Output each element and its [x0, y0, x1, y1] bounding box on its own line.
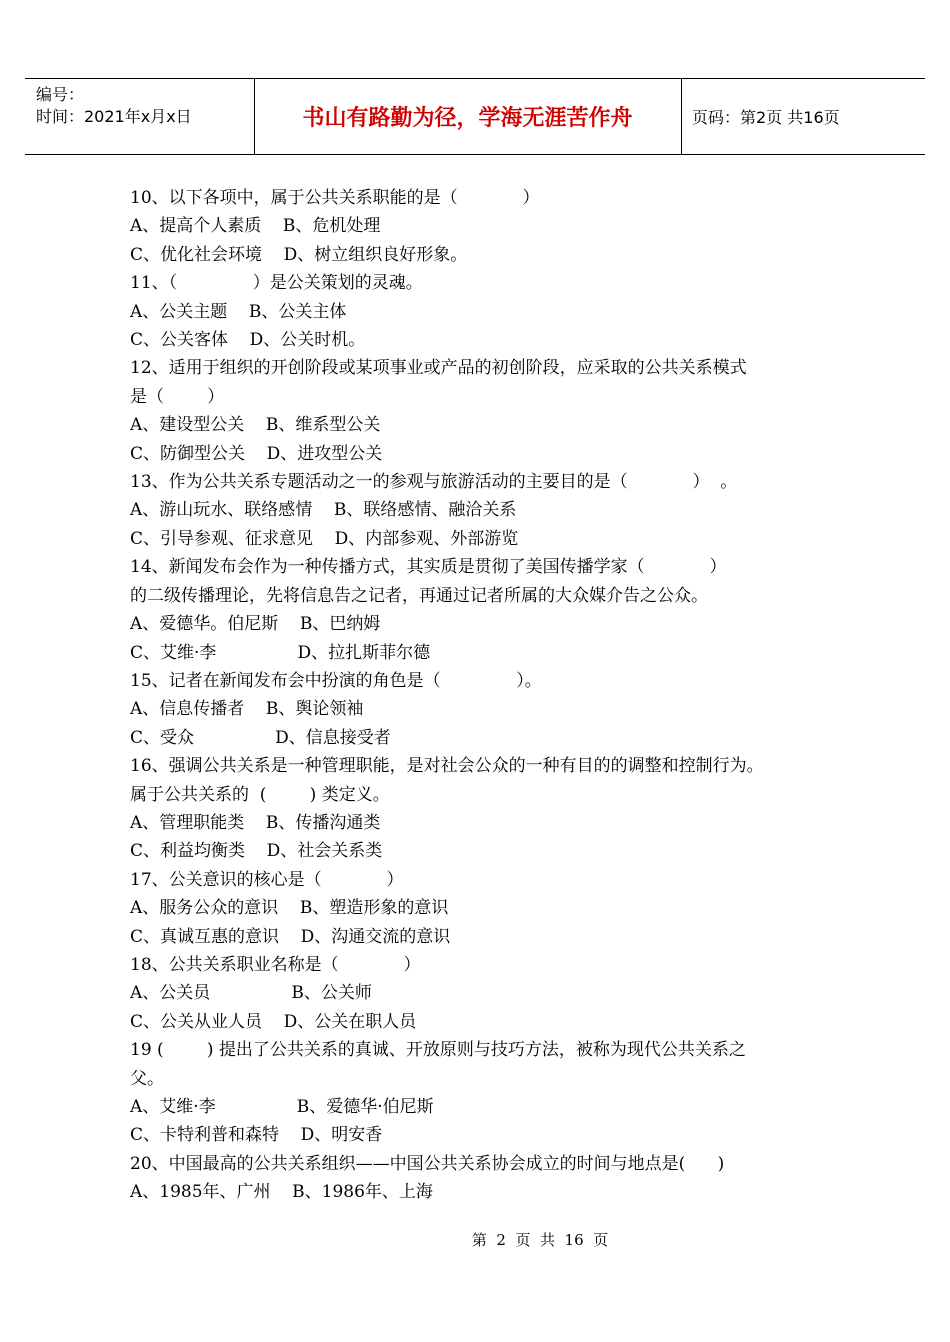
text-line: A、服务公众的意识 B、塑造形象的意识 — [130, 898, 449, 919]
text-line: 10、以下各项中，属于公共关系职能的是（ ） — [130, 188, 540, 208]
text-line: 18、公共关系职业名称是（ ） — [130, 954, 421, 975]
text-line: 是（ ） — [130, 386, 225, 407]
text-line: C、受众 D、信息接受者 — [130, 727, 391, 748]
text-line: 14、新闻发布会作为一种传播方式，其实质是贯彻了美国传播学家（ ） — [130, 557, 727, 578]
header-motto: 书山有路勤为径，学海无涯苦作舟 — [302, 106, 633, 131]
text-line: C、艾维·李 D、拉扎斯菲尔德 — [130, 642, 431, 663]
text-line: C、引导参观、征求意见 D、内部参观、外部游览 — [130, 528, 519, 549]
text-line: A、艾维·李 B、爱德华·伯尼斯 — [130, 1097, 434, 1117]
text-line: 11、（ ）是公关策划的灵魂。 — [130, 273, 423, 294]
text-line: A、公关员 B、公关师 — [130, 983, 372, 1004]
text-line: C、真诚互惠的意识 D、沟通交流的意识 — [130, 926, 451, 947]
text-line: A、1985年、广州 B、1986年、上海 — [130, 1182, 433, 1203]
question-list — [130, 184, 840, 1207]
page-footer: 第 2 页 共 16 页 — [471, 1231, 609, 1249]
text-line: A、公关主题 B、公关主体 — [130, 301, 347, 322]
text-line: 17、公关意识的核心是（ ） — [130, 869, 404, 890]
text-line: 16、强调公共关系是一种管理职能，是对社会公众的一种有目的的调整和控制行为。 — [130, 756, 764, 777]
text-line: C、优化社会环境 D、树立组织良好形象。 — [130, 244, 468, 265]
text-line: 15、记者在新闻发布会中扮演的角色是（ ）。 — [130, 670, 542, 691]
header-meta — [36, 84, 251, 128]
text-line: 13、作为公共关系专题活动之一的参观与旅游活动的主要目的是（ ） 。 — [130, 472, 738, 493]
text-line: 的二级传播理论，先将信息告之记者，再通过记者所属的大众媒介告之公众。 — [130, 585, 708, 606]
text-line: 20、中国最高的公共关系组织——中国公共关系协会成立的时间与地点是( ) — [130, 1153, 725, 1174]
text-line: 12、适用于组织的开创阶段或某项事业或产品的初创阶段，应采取的公共关系模式 — [130, 358, 747, 379]
text-line: C、利益均衡类 D、社会关系类 — [130, 841, 383, 862]
serial-label: 编号： — [36, 85, 85, 104]
text-line: A、管理职能类 B、传播沟通类 — [130, 812, 381, 833]
text-line: 19 ( ) 提出了公共关系的真诚、开放原则与技巧方法，被称为现代公共关系之 — [130, 1040, 746, 1061]
header-page-info: 页码：第2页 共16页 — [692, 108, 840, 127]
text-line: C、防御型公关 D、进攻型公关 — [130, 443, 383, 464]
text-line: A、游山玩水、联络感情 B、联络感情、融洽关系 — [130, 500, 517, 521]
text-line: A、信息传播者 B、舆论领袖 — [130, 699, 364, 720]
text-line: 属于公共关系的 ( ) 类定义。 — [130, 784, 390, 805]
text-line: C、公关从业人员 D、公关在职人员 — [130, 1011, 417, 1032]
text-line: 父。 — [130, 1068, 164, 1089]
text-line: A、提高个人素质 B、危机处理 — [130, 216, 381, 237]
time-label: 时间：2021年x月x日 — [36, 107, 192, 126]
text-line: C、卡特利普和森特 D、明安香 — [130, 1125, 383, 1146]
text-line: C、公关客体 D、公关时机。 — [130, 330, 366, 351]
text-line: A、爱德华。伯尼斯 B、巴纳姆 — [130, 614, 381, 635]
text-line: A、建设型公关 B、维系型公关 — [130, 415, 381, 436]
header-divider-right — [681, 78, 682, 155]
